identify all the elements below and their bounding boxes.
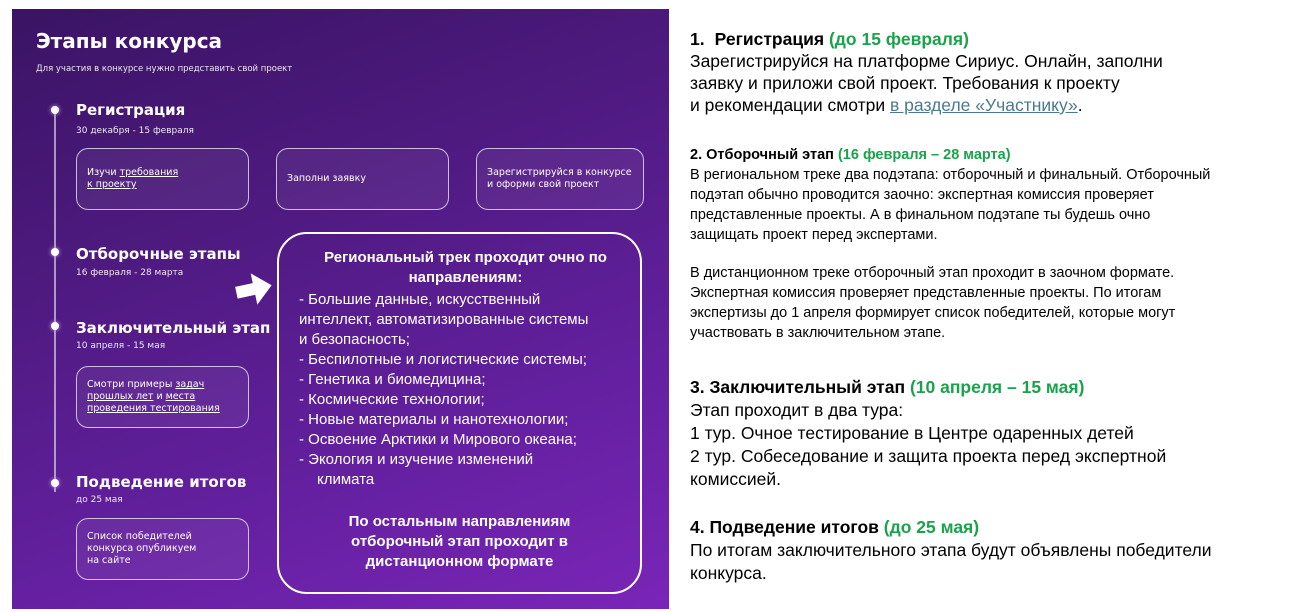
card-text: Заполни заявку	[287, 173, 366, 184]
stage-final-date: 10 апреля - 15 мая	[76, 341, 166, 351]
regional-box-heading	[299, 248, 632, 288]
stage-selection-name: Отборочные этапы	[76, 245, 241, 263]
section-final	[690, 376, 1300, 491]
text-line: конкурса.	[690, 563, 767, 583]
list-item: - Экология и изучение изменений	[299, 451, 534, 468]
footer-line-3: дистанционном формате	[365, 553, 554, 570]
list-item: - Космические технологии;	[299, 391, 485, 408]
list-item: - Беспилотные и логистические системы;	[299, 351, 587, 368]
card-register[interactable]	[476, 148, 644, 210]
list-item: - Освоение Арктики и Мирового океана;	[299, 431, 577, 448]
text-line: 1 тур. Очное тестирование в Центре одаренных детей	[690, 423, 1134, 443]
section-title: 3. Заключительный этап	[690, 377, 906, 397]
text-line: комиссией.	[690, 469, 782, 489]
requirements-link-2[interactable]: к проекту	[87, 179, 137, 190]
section-dates: (до 25 мая)	[883, 517, 980, 537]
section-title: 2. Отборочный этап	[690, 147, 834, 163]
slide-title: Этапы конкурса	[36, 29, 223, 53]
stage-registration-date: 30 декабря - 15 февраля	[76, 126, 194, 136]
stage-final-name: Заключительный этап	[76, 319, 271, 337]
text-line: Зарегистрируйся на платформе Сириус. Онлайн, заполни	[690, 51, 1163, 71]
timeline-dot	[51, 322, 59, 330]
arrow-right-icon	[234, 271, 274, 307]
stage-results-date: до 25 мая	[76, 495, 123, 505]
section-title: Регистрация	[714, 29, 825, 49]
text-line: защищать проект перед экспертами.	[690, 227, 938, 243]
text-line: Экспертная комиссия проверяет представленные проекты. По итогам	[690, 285, 1162, 301]
text-line: 2 тур. Собеседование и защита проекта перед экспертной	[690, 446, 1167, 466]
footer-line-2: отборочный этап проходит в	[351, 533, 568, 550]
stage-registration-name: Регистрация	[76, 101, 186, 119]
list-item: - Большие данные, искусственный	[299, 291, 541, 308]
place-link-2[interactable]: проведения тестирования	[87, 403, 220, 414]
card-text-2: и	[153, 391, 166, 402]
requirements-link[interactable]: требования	[119, 167, 179, 178]
stage-selection-date: 16 февраля - 28 марта	[76, 268, 184, 278]
card-text: Изучи	[87, 167, 120, 178]
card-text: Смотри примеры	[87, 379, 176, 390]
tasks-link-2[interactable]: прошлых лет	[87, 391, 154, 402]
text-line: представленные проекты. А в финальном подэтапе ты будешь очно	[690, 207, 1151, 223]
list-item: - Генетика и биомедицина;	[299, 371, 486, 388]
list-item: - Новые материалы и нанотехнологии;	[299, 411, 569, 428]
card-text-3: на сайте	[87, 555, 131, 566]
card-examples[interactable]	[76, 366, 249, 428]
heading-line: Региональный трек проходит очно по	[324, 249, 607, 266]
text-line: подэтап обычно проводится заочно: экспертная комиссия проверяет	[690, 187, 1154, 203]
text-line: заявку и приложи свой проект. Требования к проекту	[690, 73, 1120, 93]
text-line: В региональном треке два подэтапа: отборочный и финальный. Отборочный	[690, 167, 1211, 183]
card-winners-list	[76, 518, 249, 580]
stages-slide	[12, 9, 669, 609]
text-line: Этап проходит в два тура:	[690, 400, 904, 420]
card-text: Список победителей	[87, 531, 192, 542]
section-selection	[690, 145, 1300, 245]
card-text-2: конкурса опубликуем	[87, 543, 197, 554]
regional-box-footer	[299, 512, 632, 572]
section-registration	[690, 28, 1300, 116]
text-line: экспертизы до 1 апреля формирует список победителей, которые могут	[690, 305, 1176, 321]
timeline-dot	[51, 248, 59, 256]
stage-results-name: Подведение итогов	[76, 473, 247, 491]
place-link[interactable]: места	[165, 391, 196, 402]
section-title: 4. Подведение итогов	[690, 517, 879, 537]
timeline-dot	[51, 106, 59, 114]
text-line: участвовать в заключительном этапе.	[690, 325, 946, 341]
text-line: В дистанционном треке отборочный этап проходит в заочном формате.	[690, 265, 1175, 281]
section-dates: (до 15 февраля)	[828, 29, 969, 49]
slide-subtitle: Для участия в конкурсе нужно представить свой проект	[36, 64, 293, 74]
section-number: 1.	[690, 29, 705, 49]
participant-section-link[interactable]: в разделе «Участнику»	[890, 95, 1078, 115]
text-line: и рекомендации смотри	[690, 95, 891, 115]
list-item: и безопасность;	[299, 331, 410, 348]
heading-line-2: направлениям:	[408, 269, 523, 286]
section-dates: (10 апреля – 15 мая)	[909, 377, 1085, 397]
card-fill-application[interactable]	[276, 148, 449, 210]
section-results	[690, 516, 1300, 585]
card-text: Зарегистрируйся в конкурсе	[487, 167, 632, 178]
list-item: интеллект, автоматизированные системы	[299, 311, 589, 328]
timeline-dot	[51, 479, 59, 487]
tasks-link[interactable]: задач	[175, 379, 205, 390]
card-text-2: и оформи свой проект	[487, 179, 600, 190]
card-requirements[interactable]	[76, 148, 249, 210]
section-selection-remote	[690, 263, 1300, 343]
timeline-line	[54, 107, 56, 492]
section-dates: (16 февраля – 28 марта)	[837, 147, 1011, 163]
footer-line: По остальным направлениям	[348, 513, 571, 530]
text-line: По итогам заключительного этапа будут объявлены победители	[690, 540, 1212, 560]
text-punct: .	[1077, 95, 1083, 115]
list-item: климата	[317, 471, 375, 488]
regional-track-box	[277, 232, 642, 594]
